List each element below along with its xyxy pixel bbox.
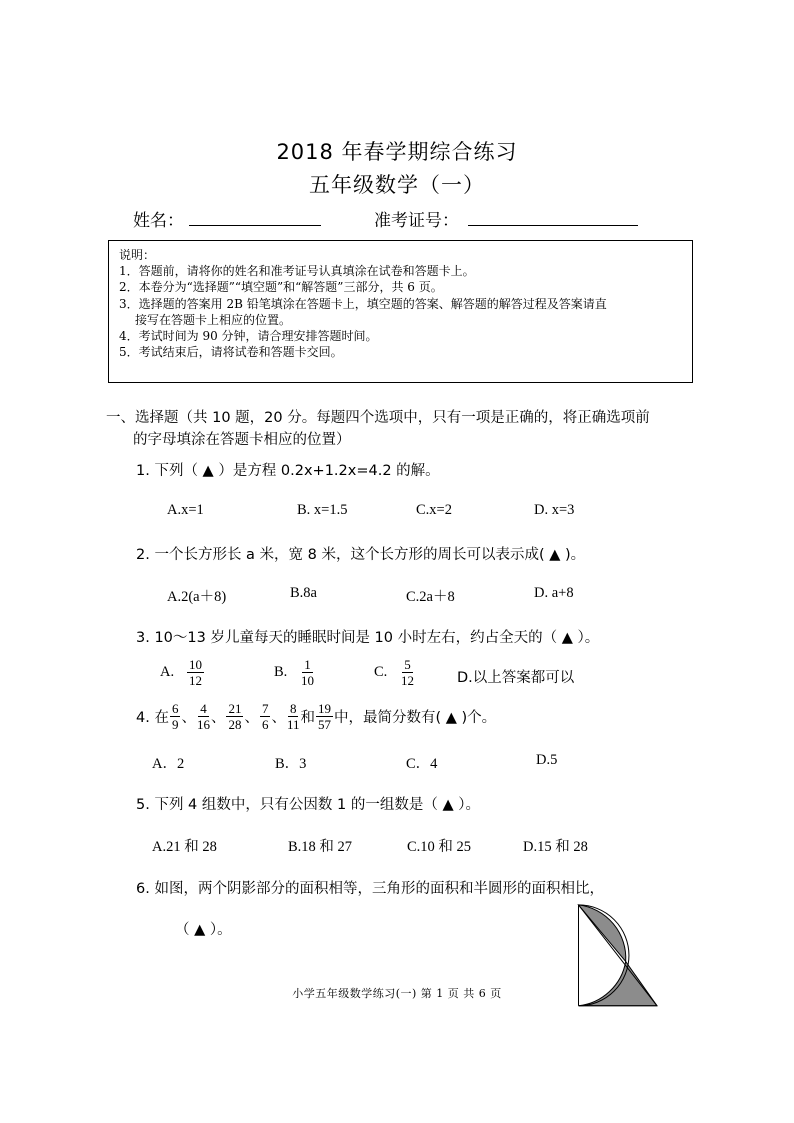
section-heading: 一、选择题（共 10 题，20 分。每题四个选项中，只有一项是正确的，将正确选项前 <box>106 410 650 426</box>
q3-option-a[interactable] <box>160 657 205 688</box>
fraction-denominator: 57 <box>317 717 331 732</box>
fraction-denominator: 9 <box>171 717 179 732</box>
fraction-denominator: 10 <box>301 673 314 688</box>
q3-option-b-letter: B. <box>274 663 288 680</box>
instruction-item: 1．答题前，请将你的姓名和准考证号认真填涂在试卷和答题卡上。 <box>119 264 475 279</box>
section-heading-cont: 的字母填涂在答题卡相应的位置） <box>133 432 351 448</box>
fraction <box>187 657 204 688</box>
fraction <box>301 657 314 688</box>
question-5: 5. 下列 4 组数中，只有公因数 1 的一组数是（ ▲ ）。 <box>136 797 480 813</box>
fraction-numerator: 10 <box>189 657 202 672</box>
question-1: 1. 下列（ ▲ ）是方程 0.2x+1.2x=4.2 的解。 <box>136 463 440 479</box>
fraction <box>226 701 243 732</box>
q4-option-a[interactable]: A．2 <box>152 756 185 772</box>
question-3: 3. 10～13 岁儿童每天的睡眠时间是 10 小时左右，约占全天的（ ▲ ）。 <box>136 630 600 646</box>
fraction-numerator: 6 <box>171 701 179 716</box>
fraction-denominator: 11 <box>286 717 300 732</box>
q4-option-c[interactable]: C．4 <box>406 756 438 772</box>
q4-option-b[interactable]: B．3 <box>275 756 307 772</box>
q5-option-d[interactable]: D.15 和 28 <box>523 839 588 855</box>
exam-title: 2018 年春学期综合练习 <box>276 140 518 164</box>
fraction-denominator: 6 <box>261 717 269 732</box>
instruction-item: 5．考试结束后，请将试卷和答题卡交回。 <box>119 345 343 360</box>
name-label: 姓名： <box>133 211 184 231</box>
separator: 、 <box>181 710 196 726</box>
fraction-denominator: 12 <box>401 673 414 688</box>
question-6: 6. 如图，两个阴影部分的面积相等，三角形的面积和半圆形的面积相比， <box>136 881 604 897</box>
q3-option-b[interactable] <box>274 657 315 688</box>
fraction-denominator: 28 <box>228 717 242 732</box>
q2-option-b[interactable]: B.8a <box>290 585 317 601</box>
fraction <box>316 701 333 732</box>
instructions-heading: 说明： <box>119 248 156 262</box>
q1-option-b[interactable]: B. x=1.5 <box>297 502 348 518</box>
q5-option-a[interactable]: A.21 和 28 <box>152 839 217 855</box>
q5-option-b[interactable]: B.18 和 27 <box>288 839 353 855</box>
q1-option-d[interactable]: D. x=3 <box>534 502 575 518</box>
fraction-denominator: 12 <box>189 673 202 688</box>
fraction-numerator: 21 <box>228 701 242 716</box>
fraction-numerator: 1 <box>304 657 311 672</box>
q1-option-c[interactable]: C.x=2 <box>416 502 452 518</box>
separator: 、 <box>210 710 226 726</box>
q2-option-a[interactable]: A.2(a＋8) <box>167 589 227 605</box>
q3-option-a-letter: A. <box>160 663 175 680</box>
fraction-numerator: 8 <box>289 701 297 716</box>
instruction-item: 4．考试时间为 90 分钟，请合理安排答题时间。 <box>119 329 378 344</box>
q4-option-d[interactable]: D.5 <box>536 752 558 768</box>
q4-suffix: 中，最简分数有( ▲ )个。 <box>333 710 497 726</box>
fraction-denominator: 16 <box>196 717 210 732</box>
fraction-numerator: 4 <box>200 701 207 716</box>
fraction <box>260 701 271 732</box>
q2-option-d[interactable]: D. a+8 <box>534 585 574 601</box>
fraction <box>401 657 414 688</box>
fraction-numerator: 19 <box>317 701 331 716</box>
q4-prefix: 4. 在 <box>136 710 169 726</box>
conjunction: 和 <box>300 710 315 726</box>
instruction-item: 3．选择题的答案用 2B 铅笔填涂在答题卡上，填空题的答案、解答题的解答过程及答案请直 <box>119 296 607 311</box>
page-footer: 小学五年级数学练习(一) 第 1 页 共 6 页 <box>292 987 502 1000</box>
q5-option-c[interactable]: C.10 和 25 <box>407 839 472 855</box>
q1-option-a[interactable]: A.x=1 <box>167 502 204 518</box>
separator: 、 <box>271 710 286 726</box>
question-2: 2. 一个长方形长 a 米，宽 8 米，这个长方形的周长可以表示成( ▲ )。 <box>136 547 586 563</box>
fraction-numerator: 5 <box>404 657 411 672</box>
exam-subtitle: 五年级数学（一） <box>309 173 485 197</box>
exam-id-field[interactable] <box>468 225 638 226</box>
instructions-box <box>108 240 693 383</box>
q2-option-c[interactable]: C.2a＋8 <box>406 589 455 605</box>
question-4 <box>136 701 496 732</box>
instruction-item: 接写在答题卡上相应的位置。 <box>135 312 292 327</box>
separator: 、 <box>244 710 259 726</box>
q3-option-c[interactable] <box>374 657 415 688</box>
fraction <box>170 701 181 732</box>
instruction-item: 2．本卷分为“选择题”“填空题”和“解答题”三部分，共 6 页。 <box>119 280 443 295</box>
exam-id-label: 准考证号： <box>374 211 459 231</box>
q3-option-d[interactable]: D.以上答案都可以 <box>457 670 575 686</box>
fraction <box>287 701 300 732</box>
question-6-blank: （ ▲ ）。 <box>175 922 232 938</box>
fraction <box>197 701 210 732</box>
name-field[interactable] <box>189 225 321 226</box>
fraction-numerator: 7 <box>261 701 269 716</box>
q3-option-c-letter: C. <box>374 663 388 680</box>
